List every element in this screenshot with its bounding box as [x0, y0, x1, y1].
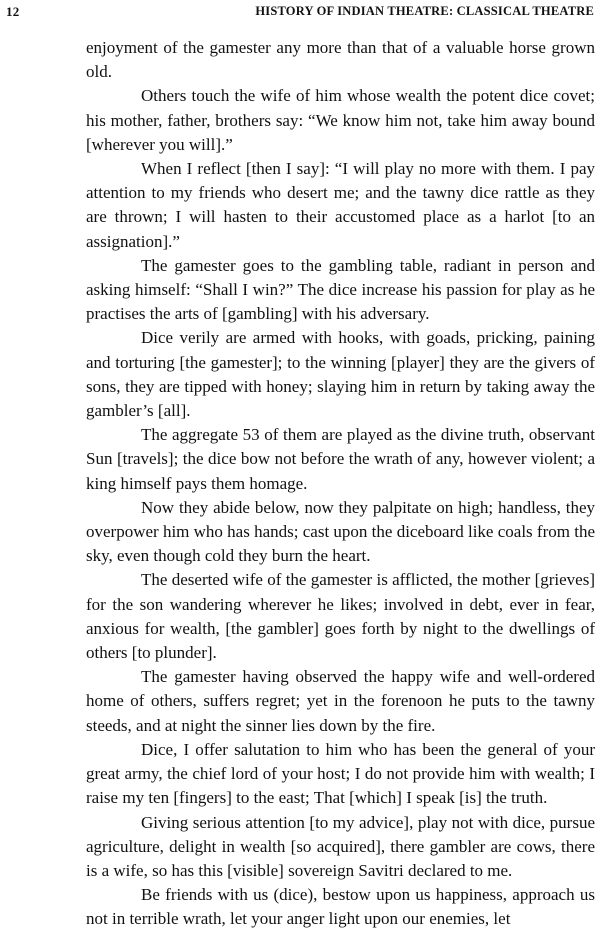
paragraph: Others touch the wife of him whose wealth the potent dice covet; his mother, father, brothers say: “We know him not, take him away bound [wherever you will].”	[86, 86, 595, 154]
paragraph: Dice, I offer salutation to him who has been the general of your great army, the chief lord of your host; I do not provide him with wealth; I raise my ten [fingers] to the east; That [which] I speak [is] the truth.	[86, 739, 595, 808]
paragraph: The gamester goes to the gambling table, radiant in person and asking himself: “Shall I win?” The dice increase his passion for play as he practises the arts of [gambling] with his adversary.	[86, 255, 595, 324]
paragraph: When I reflect [then I say]: “I will play no more with them. I pay attention to my friends who desert me; and the tawny dice rattle as they are thrown; I will hasten to their accustomed place as a harlot [to an assignation].”	[86, 159, 595, 251]
running-title: HISTORY OF INDIAN THEATRE: CLASSICAL THEATRE	[255, 4, 594, 18]
paragraph: The aggregate 53 of them are played as the divine truth, observant Sun [travels]; the dice bow not before the wrath of any, however violent; a king himself pays them homage.	[86, 425, 595, 493]
paragraph: The gamester having observed the happy wife and well-ordered home of others, suffers regret; yet in the forenoon he puts to the tawny steeds, and at night the sinner lies down by the fire.	[86, 667, 595, 735]
paragraph: Be friends with us (dice), bestow upon us happiness, approach us not in terrible wrath, let your anger light upon our enemies, let	[86, 885, 595, 929]
page-number: 12	[6, 4, 20, 19]
paragraph: The deserted wife of the gamester is afflicted, the mother [grieves] for the son wandering wherever he likes; involved in debt, ever in fear, anxious for wealth, [the gambler] goes forth by night to the dwellings of others [to plunder].	[86, 570, 595, 663]
page-header	[6, 4, 594, 24]
body-text	[86, 36, 595, 932]
paragraph-continuation: enjoyment of the gamester any more than that of a valuable horse grown old.	[86, 38, 595, 82]
paragraph: Now they abide below, now they palpitate on high; handless, they overpower him who has hands; cast upon the diceboard like coals from the sky, even though cold they burn the heart.	[86, 497, 595, 566]
paragraph: Giving serious attention [to my advice], play not with dice, pursue agriculture, delight in wealth [so acquired], there gambler are cows, there is a wife, so has this [visible] sovereign Savitri declared to me.	[86, 812, 595, 880]
paragraph: Dice verily are armed with hooks, with goads, pricking, paining and torturing [the gamester]; to the winning [player] they are the givers of sons, they are tipped with honey; slaying him in return by taking away the gambler’s [all].	[86, 328, 595, 421]
